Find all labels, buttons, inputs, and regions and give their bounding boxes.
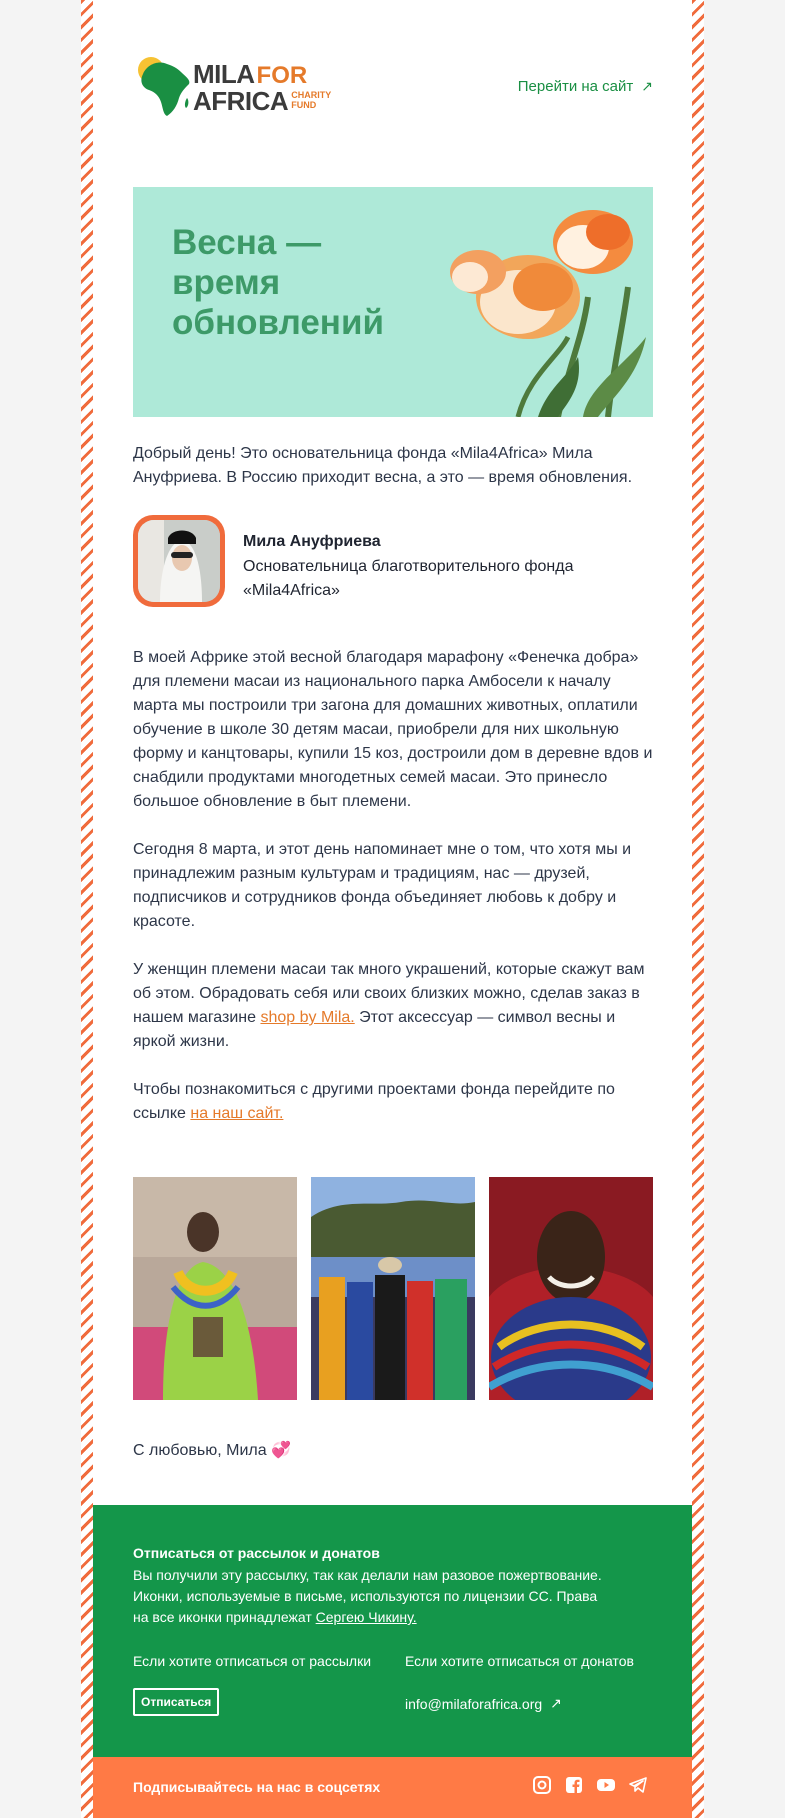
paragraph-2: Сегодня 8 марта, и этот день напоминает мне о том, что хотя мы и принадлежим разным культурам и традициям, нас — друзей, подписчиков и сотрудников фонда объединяет любовь к добру и красоте.	[133, 841, 632, 930]
paragraph-3-text: У женщин племени масаи так много украшений, которые скажут вам об этом. Обрадовать себя или своих близких можно, сделав заказ в нашем магазине	[133, 961, 645, 1026]
email-container	[93, 0, 692, 1818]
email-link[interactable]	[405, 1695, 562, 1712]
body-text	[133, 646, 653, 1150]
author-card	[133, 515, 653, 610]
avatar-photo	[138, 520, 220, 602]
site-link[interactable]	[518, 78, 653, 95]
logo-charity-fund	[291, 90, 331, 110]
author-role: Основательница благотворительного фонда «Mila4Africa»	[243, 558, 574, 599]
email-address: info@milaforafrica.org	[405, 1695, 543, 1712]
tulips-image	[408, 187, 653, 417]
banner-title: Весна — время обновлений	[172, 223, 384, 342]
social-bar	[93, 1757, 692, 1818]
website-link[interactable]: на наш сайт.	[190, 1105, 284, 1122]
arrow-up-right-icon: ↗	[550, 1695, 562, 1711]
footer-text	[133, 1565, 613, 1628]
logo-for: FOR	[256, 61, 308, 89]
instagram-icon[interactable]	[533, 1776, 551, 1794]
photo-group	[311, 1177, 475, 1400]
zebra-border-frame	[81, 0, 704, 1818]
paragraph-4-text: Чтобы познакомиться с другими проектами фонда перейдите по ссылке	[133, 1081, 615, 1122]
logo[interactable]	[133, 54, 331, 120]
logo-charity: CHARITY	[291, 89, 332, 100]
unsubscribe-newsletter-label: Если хотите отписаться от рассылки	[133, 1653, 372, 1669]
logo-africa: AFRICA	[193, 85, 289, 116]
paragraph-3-text-end: Этот аксессуар — символ весны и яркой жизни.	[133, 1009, 616, 1050]
social-label: Подписывайтесь на нас в соцсетях	[133, 1779, 381, 1795]
header	[133, 50, 653, 120]
social-icons	[533, 1776, 647, 1794]
photo-elder-woman	[133, 1177, 297, 1400]
facebook-icon[interactable]	[565, 1776, 583, 1794]
logo-fund: FUND	[291, 99, 317, 110]
paragraph-3	[133, 958, 653, 1054]
author-name: Мила Ануфриева	[243, 533, 381, 550]
unsubscribe-donations-label: Если хотите отписаться от донатов	[405, 1653, 634, 1669]
africa-map-icon	[133, 54, 197, 120]
photo-gallery	[133, 1177, 653, 1400]
footer	[93, 1505, 692, 1757]
unsubscribe-button[interactable]: Отписаться	[133, 1688, 219, 1716]
signoff: С любовью, Мила 💞	[133, 1442, 291, 1459]
paragraph-4	[133, 1078, 653, 1126]
intro-text: Добрый день! Это основательница фонда «Mila4Africa» Мила Ануфриева. В Россию приходит весна, а это — время обновления.	[133, 445, 633, 486]
site-link-label: Перейти на сайт	[517, 78, 634, 95]
youtube-icon[interactable]	[597, 1776, 615, 1794]
avatar	[133, 515, 225, 607]
paragraph-1: В моей Африке этой весной благодаря марафону «Фенечка добра» для племени масаи из национального парка Амбосели к началу марта мы построили три загона для домашних животных, оплатили обучение в школе 30 детям масаи, приобрели для них школьную форму и канцтовары, купили 15 коз, достроили дом в деревне вдов и снабдили продуктами многодетных семей масаи. Это принесло большое обновление в быт племени.	[133, 649, 653, 810]
shop-link[interactable]: shop by Mila.	[260, 1009, 355, 1026]
telegram-icon[interactable]	[629, 1776, 647, 1794]
footer-title: Отписаться от рассылок и донатов	[133, 1545, 380, 1561]
banner	[133, 187, 653, 417]
photo-maasai-woman	[489, 1177, 653, 1400]
author-credit-link[interactable]: Сергею Чикину.	[315, 1609, 417, 1625]
arrow-up-right-icon: ↗	[641, 78, 653, 94]
logo-wordmark	[193, 58, 332, 116]
footer-text-body: Вы получили эту рассылку, так как делали нам разовое пожертвование. Иконки, используемые в письме, используются по лицензии CC. Права на все иконки принадлежат	[133, 1567, 602, 1625]
logo-mila: MILA	[193, 58, 255, 89]
